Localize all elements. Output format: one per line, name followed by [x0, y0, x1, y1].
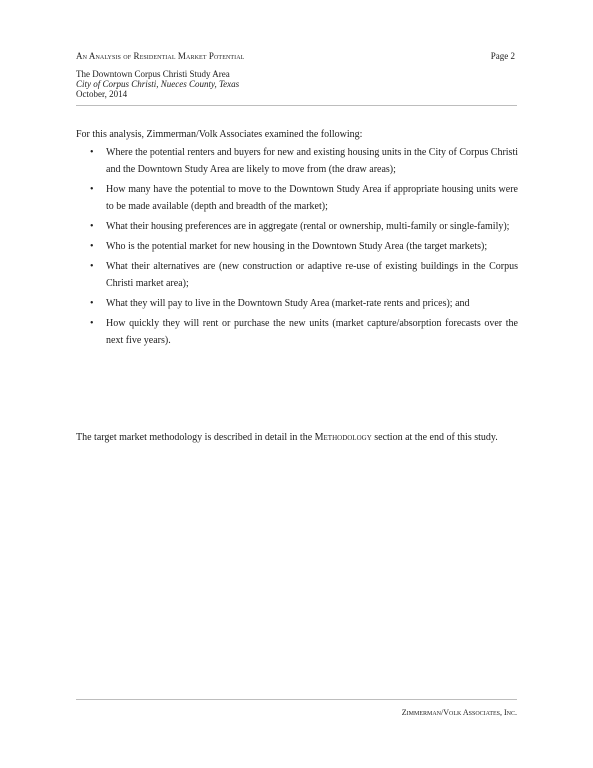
list-item [90, 315, 518, 349]
bullet-marker: • [90, 221, 94, 232]
page-number: Page 2 [490, 51, 515, 61]
list-item-text: What they will pay to live in the Downtown Study Area (market-rate rents and prices); and [106, 298, 470, 309]
footer-divider [76, 699, 517, 700]
list-item-text: Where the potential renters and buyers for new and existing housing units in the City of Corpus Christi and the Downtown Study Area are likely to move from (the draw areas); [106, 147, 518, 175]
report-title: An Analysis of Residential Market Potential [76, 51, 245, 61]
bullet-marker: • [90, 318, 94, 329]
list-item-text: Who is the potential market for new housing in the Downtown Study Area (the target markets); [106, 241, 488, 252]
bullet-marker: • [90, 147, 94, 158]
study-area-name: The Downtown Corpus Christi Study Area [76, 69, 230, 79]
list-item [90, 238, 518, 255]
report-date: October, 2014 [76, 89, 128, 99]
study-location: City of Corpus Christi, Nueces County, Texas [76, 79, 240, 89]
running-header [76, 51, 244, 99]
bullet-marker: • [90, 261, 94, 272]
intro-paragraph: For this analysis, Zimmerman/Volk Associates examined the following: [76, 129, 363, 140]
list-item [90, 295, 518, 312]
list-item [90, 181, 518, 215]
list-item [90, 258, 518, 292]
closing-text-before: The target market methodology is described in detail in the [76, 432, 315, 443]
methodology-reference: Methodology [314, 432, 372, 443]
list-item-text: How quickly they will rent or purchase the new units (market capture/absorption forecasts over the next five years). [106, 318, 518, 346]
bullet-marker: • [90, 184, 94, 195]
bullet-marker: • [90, 241, 94, 252]
closing-paragraph [76, 429, 520, 446]
footer-firm-name: Zimmerman/Volk Associates, Inc. [401, 708, 517, 717]
list-item-text: How many have the potential to move to the Downtown Study Area if appropriate housing units were to be made available (depth and breadth of the market); [106, 184, 518, 212]
analysis-list [90, 144, 518, 352]
header-divider [76, 105, 517, 106]
list-item [90, 218, 518, 235]
list-item [90, 144, 518, 178]
bullet-marker: • [90, 298, 94, 309]
closing-text-after: section at the end of this study. [371, 432, 498, 443]
list-item-text: What their housing preferences are in aggregate (rental or ownership, multi-family or single-family); [106, 221, 510, 232]
list-item-text: What their alternatives are (new construction or adaptive re-use of existing buildings in the Corpus Christi market area); [106, 261, 518, 289]
